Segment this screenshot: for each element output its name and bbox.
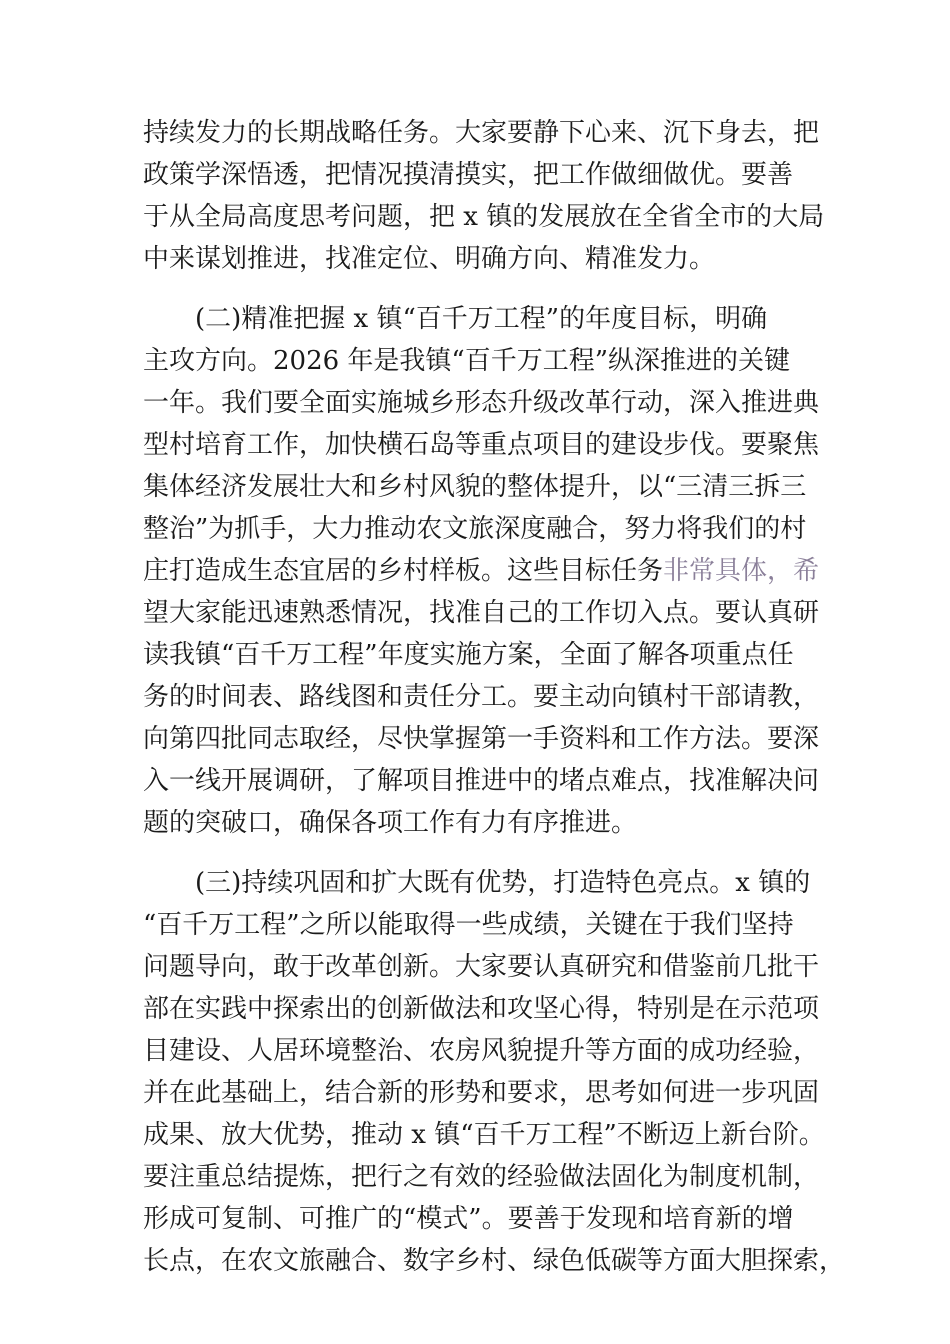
paragraph-3	[143, 862, 846, 1282]
text-line: 成果、放大优势，推动 x 镇“百千万工程”不断迈上新台阶。	[143, 1120, 825, 1150]
text-line: 望大家能迅速熟悉情况，找准自己的工作切入点。要认真研	[143, 598, 820, 628]
text-line: 部在实践中探索出的创新做法和攻坚心得，特别是在示范项	[143, 994, 820, 1024]
text-line-with-highlight	[143, 550, 823, 592]
text-line: “百千万工程”之所以能取得一些成绩，关键在于我们坚持	[143, 910, 794, 940]
text-line: 要注重总结提炼，把行之有效的经验做法固化为制度机制，	[143, 1162, 820, 1192]
text-line: 题的突破口，确保各项工作有力有序推进。	[143, 808, 638, 838]
text-line: 目建设、人居环境整治、农房风貌提升等方面的成功经验，	[143, 1036, 820, 1066]
section-heading-line: (二)精准把握 x 镇“百千万工程”的年度目标，明确	[195, 304, 768, 334]
text-line: 入一线开展调研，了解项目推进中的堵点难点，找准解决问	[143, 766, 820, 796]
text-line: 读我镇“百千万工程”年度实施方案，全面了解各项重点任	[143, 640, 794, 670]
text-line: 形成可复制、可推广的“模式”。要善于发现和培育新的增	[143, 1204, 794, 1234]
text-line: 中来谋划推进，找准定位、明确方向、精准发力。	[143, 244, 716, 274]
text-line: 主攻方向。2026 年是我镇“百千万工程”纵深推进的关键	[143, 346, 791, 376]
text-line: 长点，在农文旅融合、数字乡村、绿色低碳等方面大胆探索，	[143, 1246, 846, 1276]
text-line: 型村培育工作，加快横石岛等重点项目的建设步伐。要聚焦	[143, 430, 820, 460]
text-line: 持续发力的长期战略任务。大家要静下心来、沉下身去，把	[143, 118, 820, 148]
text-line: 政策学深悟透，把情况摸清摸实，把工作做细做优。要善	[143, 160, 794, 190]
text-segment: 庄打造成生态宜居的乡村样板。这些目标任务	[143, 556, 664, 586]
document-body	[143, 112, 846, 1300]
section-heading-line: (三)持续巩固和扩大既有优势，打造特色亮点。x 镇的	[195, 868, 811, 898]
text-line: 问题导向，敢于改革创新。大家要认真研究和借鉴前几批干	[143, 952, 820, 982]
paragraph-2	[143, 298, 823, 844]
paragraph-1	[143, 112, 823, 280]
text-line: 向第四批同志取经，尽快掌握第一手资料和工作方法。要深	[143, 724, 820, 754]
text-line: 于从全局高度思考问题，把 x 镇的发展放在全省全市的大局	[143, 202, 825, 232]
text-line: 一年。我们要全面实施城乡形态升级改革行动，深入推进典	[143, 388, 820, 418]
text-line: 整治”为抓手，大力推动农文旅深度融合，努力将我们的村	[143, 514, 807, 544]
text-line: 务的时间表、路线图和责任分工。要主动向镇村干部请教，	[143, 682, 820, 712]
text-line: 集体经济发展壮大和乡村风貌的整体提升，以“三清三拆三	[143, 472, 807, 502]
highlighted-text: 非常具体，希	[663, 556, 820, 586]
text-line: 并在此基础上，结合新的形势和要求，思考如何进一步巩固	[143, 1078, 820, 1108]
